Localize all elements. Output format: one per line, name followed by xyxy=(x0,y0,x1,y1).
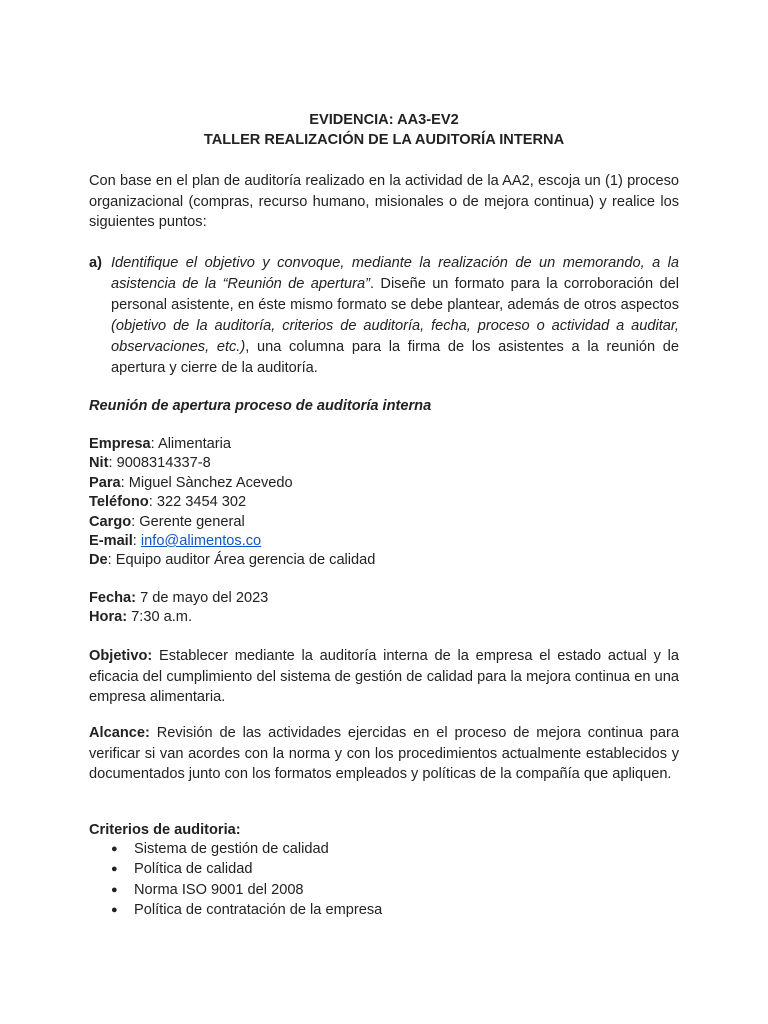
list-item xyxy=(89,900,382,920)
fecha-row xyxy=(89,589,679,608)
telefono-value: : 322 3454 302 xyxy=(148,494,247,511)
nit-label: Nit xyxy=(89,455,109,472)
list-item-text: Política de contratación de la empresa xyxy=(134,902,383,919)
item-a-italic-1: Identifique el objetivo y convoque, mediante la realización de un memorando, a la asistencia de la “Reunión de apertura” xyxy=(111,255,679,293)
intro-paragraph: Con base en el plan de auditoría realizado en la actividad de la AA2, escoja un (1) proceso organizacional (compras, recurso humano, misionales o de mejora continua) y realice los siguientes puntos: xyxy=(89,173,679,230)
empresa-label: Empresa xyxy=(89,436,151,452)
fecha-value: 7 de mayo del 2023 xyxy=(136,590,269,606)
hora-row xyxy=(89,608,679,627)
objetivo-label: Objetivo: xyxy=(89,648,153,664)
list-item xyxy=(89,859,382,879)
list-item-text: Política de calidad xyxy=(134,861,253,878)
alcance-label: Alcance: xyxy=(89,725,150,741)
memo-fields xyxy=(89,435,679,571)
memo-telefono xyxy=(89,493,679,512)
telefono-label: Teléfono xyxy=(89,494,149,511)
memo-empresa xyxy=(89,435,679,454)
de-value: : Equipo auditor Área gerencia de calidad xyxy=(107,552,376,569)
memo-cargo xyxy=(89,513,679,532)
list-item xyxy=(89,839,382,859)
item-a-text-1: . Diseñe un formato para la corroboración del personal asistente, en éste mismo formato se debe plantear, además de otros aspectos xyxy=(111,276,679,314)
cargo-value: : Gerente general xyxy=(131,513,245,530)
email-separator: : xyxy=(132,532,141,549)
bullet-icon: ● xyxy=(111,904,118,917)
list-item xyxy=(89,880,382,900)
document-title: EVIDENCIA: AA3-EV2 xyxy=(309,112,459,128)
item-a-italic-2: (objetivo de la auditoría, criterios de auditoría, fecha, proceso o actividad a auditar, observaciones, etc.) xyxy=(111,318,679,356)
memo-email xyxy=(89,532,679,551)
alcance-paragraph xyxy=(89,723,679,785)
alcance-text: Revisión de las actividades ejercidas en el proceso de mejora continua para verificar si van acordes con la norma y con los procedimientos actualmente establecidos y documentados junto con los formatos empleados y políticas de la compañía que apliquen. xyxy=(89,725,679,782)
fecha-label: Fecha: xyxy=(89,590,137,606)
nit-value: : 9008314337-8 xyxy=(108,455,211,472)
empresa-value: : Alimentaria xyxy=(150,436,231,452)
bullet-icon: ● xyxy=(111,863,118,876)
criterios-list xyxy=(89,839,382,921)
email-label: E-mail xyxy=(89,532,133,549)
memo-para xyxy=(89,474,679,493)
list-item-text: Sistema de gestión de calidad xyxy=(134,841,329,857)
section-heading: Reunión de apertura proceso de auditoría interna xyxy=(89,398,432,414)
para-value: : Miguel Sànchez Acevedo xyxy=(120,474,293,491)
memo-nit xyxy=(89,454,679,473)
list-marker: a) xyxy=(89,255,102,271)
bullet-icon: ● xyxy=(111,883,118,896)
criterios-heading: Criterios de auditoria: xyxy=(89,822,241,838)
item-a-text-2: , una columna para la firma de los asistentes a la reunión de apertura y cierre de la auditoría. xyxy=(111,339,679,377)
cargo-label: Cargo xyxy=(89,513,132,530)
list-item-a-body xyxy=(111,253,679,380)
document-subtitle: TALLER REALIZACIÓN DE LA AUDITORÍA INTERNA xyxy=(203,132,565,148)
para-label: Para xyxy=(89,474,121,491)
de-label: De xyxy=(89,552,108,569)
hora-value: 7:30 a.m. xyxy=(127,609,193,626)
bullet-icon: ● xyxy=(111,843,118,855)
list-item-text: Norma ISO 9001 del 2008 xyxy=(134,881,304,898)
objetivo-text: Establecer mediante la auditoría interna de la empresa el estado actual y la eficacia del cumplimiento del sistema de gestión de calidad para la mejora continua en una empresa alimentaria. xyxy=(89,648,679,705)
email-link[interactable]: info@alimentos.co xyxy=(140,532,262,549)
list-item-a xyxy=(89,253,679,380)
datetime-block xyxy=(89,589,679,628)
objetivo-paragraph xyxy=(89,646,679,708)
hora-label: Hora: xyxy=(89,609,128,626)
memo-de xyxy=(89,551,679,570)
